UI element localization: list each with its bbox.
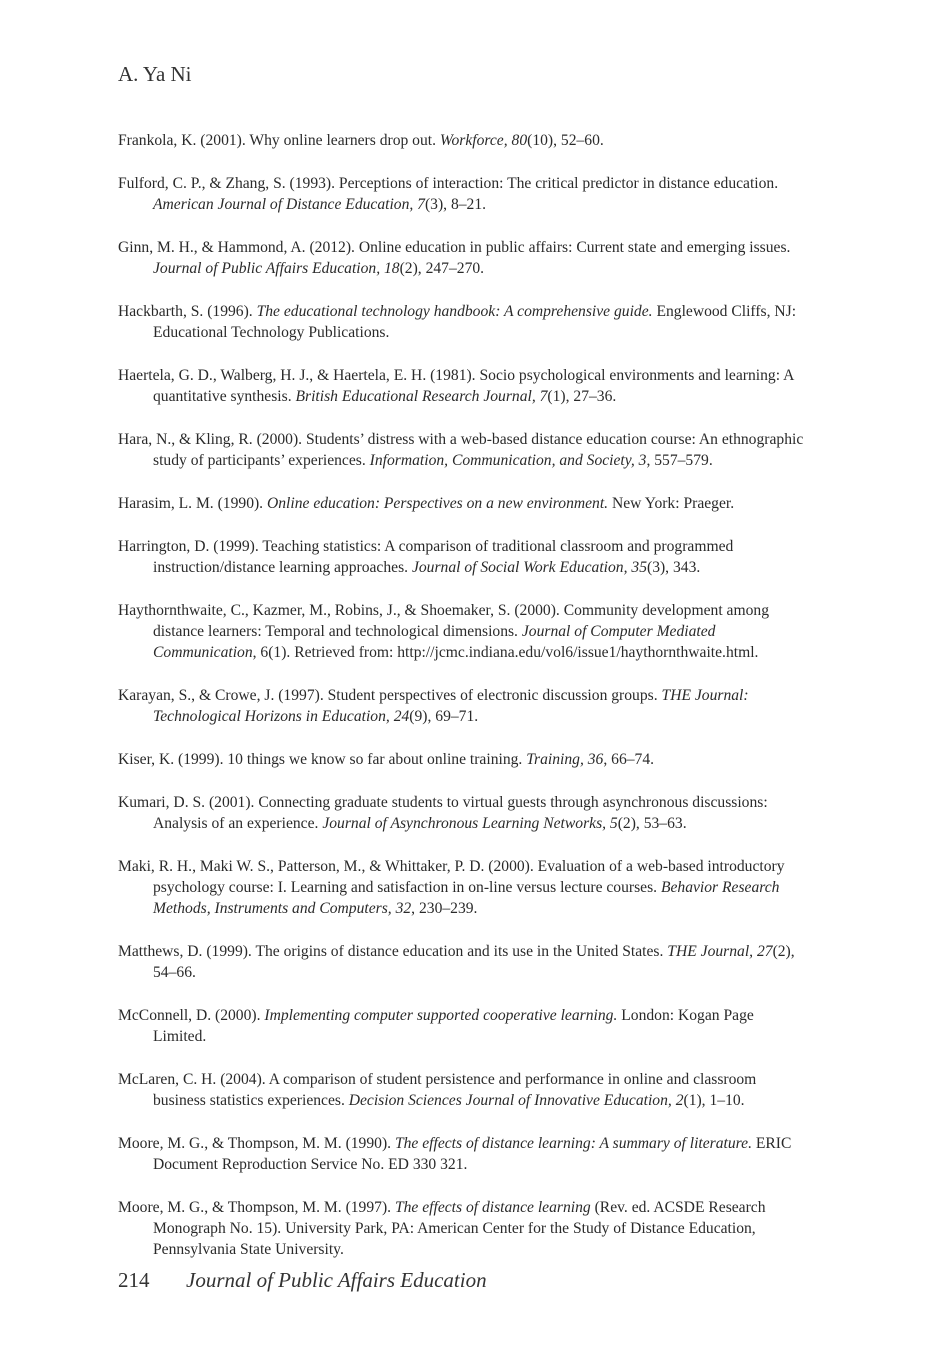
reference-italic-text: THE Journal: Technological Horizons in Education, 24 [153,687,749,725]
reference-italic-text: THE Journal, 27 [667,943,773,960]
reference-entry [118,493,808,514]
reference-text: ERIC Document Reproduction Service No. ED 330 321. [153,1135,792,1173]
reference-italic-text: Journal of Social Work Education, 35 [411,559,647,576]
reference-text: (3), 343. [647,559,701,576]
reference-entry [118,1005,808,1047]
reference-entry [118,301,808,343]
reference-entry [118,173,808,215]
reference-italic-text: Journal of Public Affairs Education, 18 [153,260,400,277]
reference-text: Hara, N., & Kling, R. (2000). Students’ distress with a web-based distance education course: An ethnographic study of participants’ experiences. [118,431,804,469]
reference-italic-text: The effects of distance learning [394,1199,591,1216]
reference-italic-text: American Journal of Distance Education, 7 [153,196,425,213]
reference-text: (1), 1–10. [683,1092,745,1109]
reference-text: Moore, M. G., & Thompson, M. M. (1997). [118,1199,395,1216]
reference-text: , 6(1). Retrieved from: http://jcmc.indiana.edu/vol6/issue1/haythornthwaite.html. [252,644,759,661]
reference-text: , 557–579. [646,452,713,469]
reference-text: Haertela, G. D., Walberg, H. J., & Haertela, E. H. (1981). Socio psychological environments and learning: A quantitative synthesis. [118,367,794,405]
reference-entry [118,685,808,727]
reference-italic-text: British Educational Research Journal, 7 [295,388,548,405]
reference-text: Karayan, S., & Crowe, J. (1997). Student perspectives of electronic discussion groups. [118,687,662,704]
reference-italic-text: Workforce, 80 [439,132,528,149]
reference-entry [118,1069,808,1111]
reference-entry [118,1133,808,1175]
reference-italic-text: The effects of distance learning: A summary of literature. [394,1135,752,1152]
reference-text: Harasim, L. M. (1990). [118,495,267,512]
reference-entry [118,749,808,770]
reference-italic-text: Behavior Research Methods, Instruments and Computers, 32 [153,879,780,917]
reference-italic-text: The educational technology handbook: A comprehensive guide. [256,303,653,320]
reference-text: Haythornthwaite, C., Kazmer, M., Robins, J., & Shoemaker, S. (2000). Community development among distance learners: Temporal and technological dimensions. [118,602,770,640]
reference-text: Fulford, C. P., & Zhang, S. (1993). Perceptions of interaction: The critical predictor in distance education. [118,175,779,192]
reference-text: Harrington, D. (1999). Teaching statistics: A comparison of traditional classroom and programmed instruction/distance learning approaches. [118,538,734,576]
reference-text: (3), 8–21. [424,196,487,213]
reference-text: Englewood Cliffs, NJ: Educational Technology Publications. [153,303,797,341]
reference-entry [118,536,808,578]
reference-italic-text: Implementing computer supported cooperative learning. [264,1007,618,1024]
reference-entry [118,130,808,151]
reference-text: , 66–74. [603,751,655,768]
reference-text: Moore, M. G., & Thompson, M. M. (1990). [118,1135,395,1152]
reference-text: (Rev. ed. ACSDE Research Monograph No. 15). University Park, PA: American Center for the Study of Distance Education, Pennsylvania State University. [153,1199,766,1258]
reference-entry [118,365,808,407]
reference-text: Frankola, K. (2001). Why online learners drop out. [118,132,440,149]
reference-text: Ginn, M. H., & Hammond, A. (2012). Online education in public affairs: Current state and emerging issues. [118,239,791,256]
page-number: 214 [118,1268,150,1292]
reference-italic-text: Decision Sciences Journal of Innovative Education, 2 [348,1092,684,1109]
journal-title: Journal of Public Affairs Education [186,1268,487,1292]
reference-text: Kumari, D. S. (2001). Connecting graduate students to virtual guests through asynchronous discussions: Analysis of an experience. [118,794,768,832]
reference-text: (9), 69–71. [409,708,479,725]
reference-entry [118,792,808,834]
reference-text: New York: Praeger. [608,495,735,512]
reference-text: McLaren, C. H. (2004). A comparison of student persistence and performance in online and classroom business statistics experiences. [118,1071,757,1109]
reference-italic-text: Online education: Perspectives on a new environment. [266,495,609,512]
reference-italic-text: Journal of Computer Mediated Communication [153,623,716,661]
reference-text: McConnell, D. (2000). [118,1007,265,1024]
reference-entry [118,237,808,279]
reference-entry [118,429,808,471]
reference-italic-text: Journal of Asynchronous Learning Networks, 5 [322,815,618,832]
reference-list [118,130,808,1282]
reference-entry [118,856,808,919]
reference-entry [118,1197,808,1260]
reference-text: Matthews, D. (1999). The origins of distance education and its use in the United States. [118,943,668,960]
reference-text: Hackbarth, S. (1996). [118,303,257,320]
reference-text: (1), 27–36. [547,388,617,405]
reference-text: (2), 53–63. [617,815,687,832]
page-footer [118,1268,487,1293]
reference-text: (2), 54–66. [153,943,795,981]
reference-text: Maki, R. H., Maki W. S., Patterson, M., & Whittaker, P. D. (2000). Evaluation of a web-based introductory psychology course: I. Learning and satisfaction in on-line versus lecture courses. [118,858,785,896]
reference-entry [118,600,808,663]
reference-text: (10), 52–60. [527,132,604,149]
reference-text: Kiser, K. (1999). 10 things we know so far about online training. [118,751,527,768]
running-head-author: A. Ya Ni [118,62,192,86]
reference-text: (2), 247–270. [399,260,485,277]
reference-entry [118,941,808,983]
reference-text: , 230–239. [411,900,478,917]
reference-italic-text: Information, Communication, and Society, 3 [369,452,647,469]
reference-italic-text: Training, 36 [526,751,604,768]
reference-text: London: Kogan Page Limited. [153,1007,754,1045]
